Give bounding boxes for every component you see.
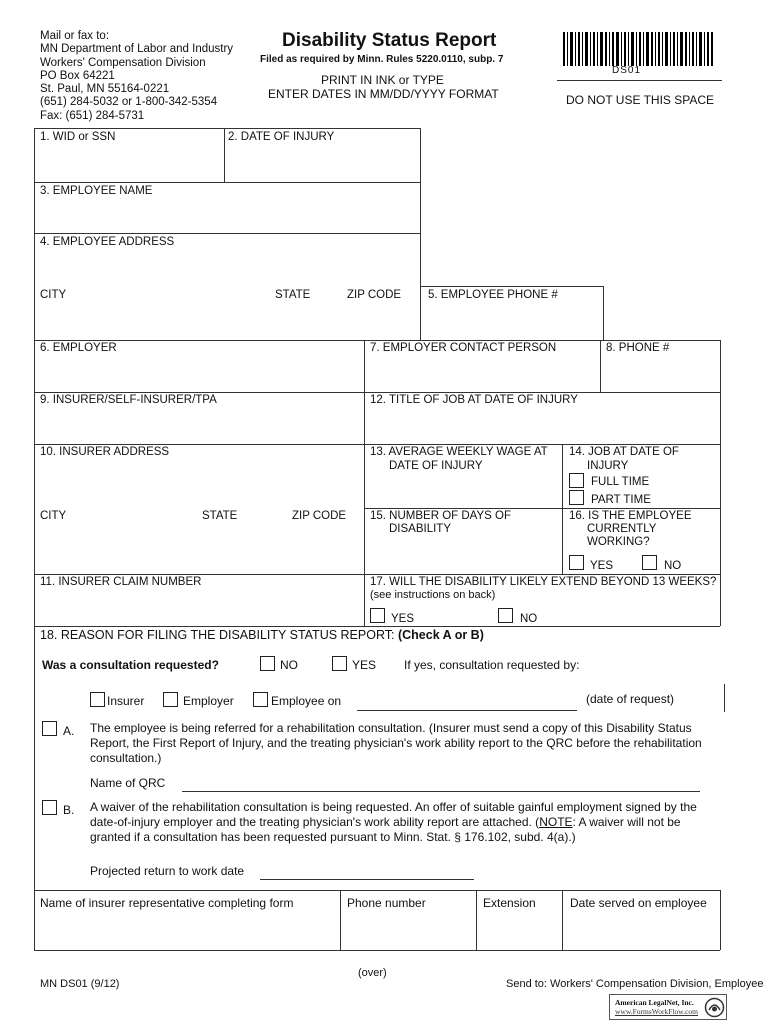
extend-no-checkbox[interactable] (498, 608, 513, 623)
extend-yes-checkbox[interactable] (370, 608, 385, 623)
grid-line (600, 340, 601, 392)
grid-line (340, 890, 341, 950)
return-to-work-input[interactable] (260, 862, 474, 878)
barcode (563, 32, 713, 66)
section-18-heading (40, 628, 484, 643)
grid-line (34, 890, 720, 891)
section-18-title: 18. REASON FOR FILING THE DISABILITY STATUS REPORT: (40, 628, 395, 642)
mail-line: MN Department of Labor and Industry (40, 43, 234, 55)
grid-line (420, 128, 421, 182)
date-of-request-input[interactable] (357, 692, 577, 708)
requested-by-insurer-label: Insurer (107, 694, 145, 708)
grid-line (34, 950, 720, 951)
job-title-label: 12. TITLE OF JOB AT DATE OF INJURY (370, 394, 578, 406)
mail-line: Mail or fax to: (40, 30, 110, 42)
wid-ssn-label: 1. WID or SSN (40, 131, 116, 143)
grid-line (603, 286, 604, 340)
qrc-name-line (182, 791, 700, 792)
days-disability-label-1: 15. NUMBER OF DAYS OF (370, 510, 512, 522)
grid-line (724, 684, 725, 712)
barcode-graphic (563, 32, 713, 66)
employee-phone-input[interactable] (424, 305, 600, 335)
date-served-input[interactable] (566, 914, 716, 946)
grid-line (34, 233, 420, 234)
over-note: (over) (358, 967, 387, 979)
days-disability-label-2: DISABILITY (389, 523, 451, 535)
employee-state-label: STATE (275, 289, 311, 301)
option-b-text-2: : A waiver will not be granted if a consultation has been requested pursuant to Minn. Stat. § 176.102, subd. 4(a).) (90, 815, 681, 844)
consultation-no-label: NO (280, 658, 298, 672)
extend-yes-label: YES (391, 613, 415, 625)
date-of-request-label: (date of request) (586, 692, 675, 706)
employer-contact-input[interactable] (368, 358, 596, 388)
employee-phone-label: 5. EMPLOYEE PHONE # (428, 289, 558, 301)
grid-line (420, 286, 603, 287)
extension-label: Extension (483, 896, 536, 910)
option-b-checkbox[interactable] (42, 800, 57, 815)
grid-line (720, 340, 721, 626)
divider (557, 80, 722, 81)
insurer-city-label: CITY (40, 510, 67, 522)
employee-city-label: CITY (40, 289, 67, 301)
grid-line (34, 574, 720, 575)
insurer-zip-label: ZIP CODE (292, 510, 347, 522)
requested-by-label: If yes, consultation requested by: (404, 658, 580, 672)
grid-line (34, 626, 720, 627)
option-b-label: B. (63, 803, 75, 817)
do-not-use-note: DO NOT USE THIS SPACE (566, 93, 715, 107)
option-b-note-label: NOTE (539, 815, 573, 829)
print-note: PRINT IN INK or TYPE (321, 73, 444, 87)
employee-name-label: 3. EMPLOYEE NAME (40, 185, 153, 197)
currently-working-label-3: WORKING? (587, 536, 650, 548)
option-b-text-1: A waiver of the rehabilitation consultation is being requested. An offer of suitable gainful employment signed by the date-of-injury employer and the treating physician's work ability report are attached. ( (90, 800, 697, 829)
insurer-city-state-zip-input[interactable] (38, 526, 360, 570)
employee-address-input[interactable] (38, 252, 416, 282)
employer-input[interactable] (38, 358, 360, 388)
mail-line: St. Paul, MN 55164-0221 (40, 83, 170, 95)
option-a-text: The employee is being referred for a rehabilitation consultation. (Insurer must send a copy of this Disability Status Report, the First Report of Injury, and the treating physician's work ability report to the QRC before the rehabilitation consultation.) (90, 721, 702, 765)
date-of-request-line (357, 710, 577, 711)
weekly-wage-label-2: DATE OF INJURY (389, 460, 483, 472)
requested-by-employer-label: Employer (183, 694, 234, 708)
grid-line (476, 890, 477, 950)
grid-line (720, 890, 721, 950)
weekly-wage-input[interactable] (368, 476, 558, 504)
mail-line: PO Box 64221 (40, 70, 115, 82)
working-yes-label: YES (590, 560, 614, 572)
full-time-label: FULL TIME (591, 476, 650, 488)
qrc-name-input[interactable] (182, 774, 700, 790)
mail-line: (651) 284-5032 or 1-800-342-5354 (40, 96, 218, 108)
claim-number-label: 11. INSURER CLAIM NUMBER (40, 576, 202, 588)
insurer-state-label: STATE (202, 510, 238, 522)
currently-working-label-1: 16. IS THE EMPLOYEE (569, 510, 692, 522)
consultation-question: Was a consultation requested? (42, 658, 219, 672)
part-time-checkbox[interactable] (569, 490, 584, 505)
section-18-instruction: (Check A or B) (397, 628, 484, 642)
send-to-note: Send to: Workers' Compensation Division, Employee (506, 978, 764, 990)
representative-input[interactable] (38, 914, 336, 946)
grid-line (364, 340, 365, 626)
extend-instructions-note: (see instructions on back) (370, 589, 496, 601)
grid-line (34, 182, 420, 183)
requested-by-insurer-checkbox[interactable] (90, 692, 105, 707)
weekly-wage-label-1: 13. AVERAGE WEEKLY WAGE AT (370, 446, 548, 458)
job-status-label-1: 14. JOB AT DATE OF (569, 446, 679, 458)
employee-zip-label: ZIP CODE (347, 289, 402, 301)
grid-line (34, 128, 35, 950)
claim-number-input[interactable] (38, 592, 360, 622)
date-served-label: Date served on employee (570, 896, 707, 910)
grid-line (364, 508, 720, 509)
wid-ssn-input[interactable] (38, 148, 220, 178)
form-title: Disability Status Report (282, 30, 497, 51)
brand-stamp (609, 994, 727, 1020)
insurer-address-label: 10. INSURER ADDRESS (40, 446, 170, 458)
form-subtitle: Filed as required by Minn. Rules 5220.0110, subp. 7 (260, 54, 504, 65)
grid-line (34, 444, 720, 445)
option-b-text (90, 800, 720, 845)
date-of-injury-input[interactable] (228, 148, 416, 178)
grid-line (420, 286, 421, 340)
qrc-name-label: Name of QRC (90, 776, 166, 790)
currently-working-label-2: CURRENTLY (587, 523, 657, 535)
grid-line (562, 890, 563, 950)
working-no-checkbox[interactable] (642, 555, 657, 570)
brand-logo-icon (704, 997, 725, 1018)
option-a-label: A. (63, 724, 75, 738)
grid-line (420, 182, 421, 286)
brand-url[interactable]: www.FormsWorkFlow.com (615, 1007, 699, 1016)
grid-line (34, 392, 720, 393)
date-of-injury-label: 2. DATE OF INJURY (228, 131, 335, 143)
rep-phone-input[interactable] (344, 914, 472, 946)
employee-city-state-zip-input[interactable] (38, 305, 416, 335)
employer-label: 6. EMPLOYER (40, 342, 117, 354)
representative-label: Name of insurer representative completing form (40, 896, 294, 910)
grid-line (34, 128, 420, 129)
extension-input[interactable] (480, 914, 558, 946)
barcode-label: DS01 (612, 65, 642, 76)
requested-by-employee-label: Employee on (271, 694, 342, 708)
option-a-checkbox[interactable] (42, 721, 57, 736)
employer-phone-input[interactable] (604, 358, 716, 388)
job-status-label-2: INJURY (587, 460, 629, 472)
insurer-address-input[interactable] (38, 462, 360, 504)
extend-no-label: NO (520, 613, 538, 625)
date-note: ENTER DATES IN MM/DD/YYYY FORMAT (268, 87, 499, 101)
return-to-work-label: Projected return to work date (90, 864, 245, 878)
full-time-checkbox[interactable] (569, 473, 584, 488)
working-no-label: NO (664, 560, 682, 572)
consultation-yes-checkbox[interactable] (332, 656, 347, 671)
requested-by-employee-checkbox[interactable] (253, 692, 268, 707)
mail-line: Workers' Compensation Division (40, 57, 206, 69)
return-to-work-line (260, 879, 474, 880)
requested-by-employer-checkbox[interactable] (163, 692, 178, 707)
employee-name-input[interactable] (38, 200, 416, 230)
grid-line (224, 128, 225, 182)
employer-phone-label: 8. PHONE # (606, 342, 670, 354)
insurer-label: 9. INSURER/SELF-INSURER/TPA (40, 394, 217, 406)
days-disability-input[interactable] (368, 540, 558, 570)
form-id: MN DS01 (9/12) (40, 978, 120, 990)
grid-line (562, 444, 563, 574)
rep-phone-label: Phone number (347, 896, 426, 910)
brand-name: American LegalNet, Inc. (615, 998, 694, 1007)
grid-line (34, 340, 720, 341)
extend-13-weeks-label: 17. WILL THE DISABILITY LIKELY EXTEND BEYOND 13 WEEKS? (370, 576, 717, 588)
employer-contact-label: 7. EMPLOYER CONTACT PERSON (370, 342, 557, 354)
part-time-label: PART TIME (591, 494, 651, 506)
insurer-input[interactable] (38, 410, 360, 440)
job-title-input[interactable] (368, 410, 716, 440)
employee-address-label: 4. EMPLOYEE ADDRESS (40, 236, 175, 248)
consultation-no-checkbox[interactable] (260, 656, 275, 671)
mail-line: Fax: (651) 284-5731 (40, 110, 145, 122)
consultation-yes-label: YES (352, 658, 377, 672)
working-yes-checkbox[interactable] (569, 555, 584, 570)
